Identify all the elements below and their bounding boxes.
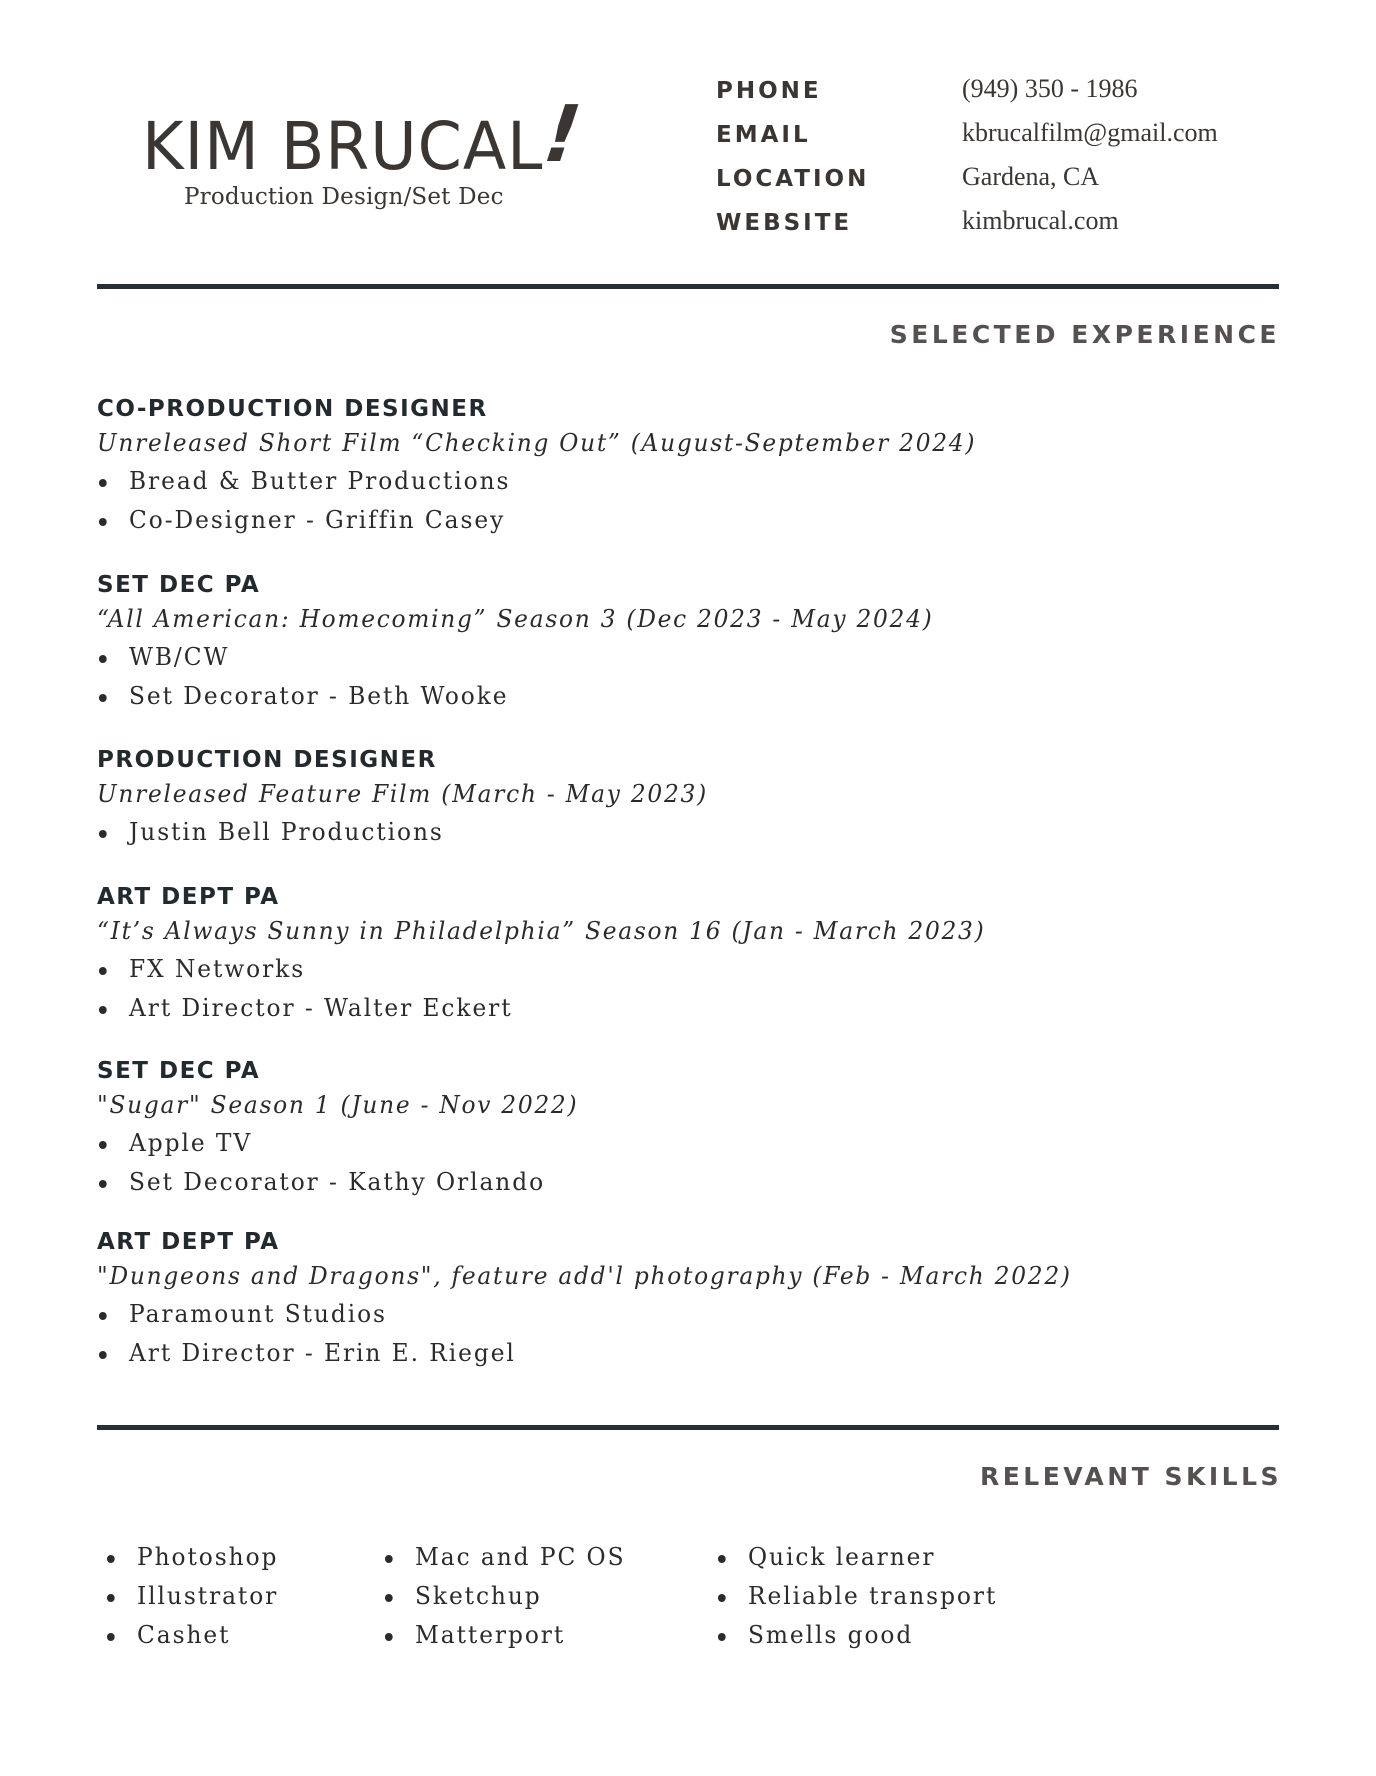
job-title: SET DEC PA: [97, 572, 261, 598]
job-title: CO-PRODUCTION DESIGNER: [97, 396, 488, 422]
list-item: Mac and PC OS: [383, 1538, 625, 1577]
list-item: FX Networks: [97, 950, 985, 989]
job-entry: [97, 882, 1013, 1028]
list-item: Sketchup: [383, 1577, 625, 1616]
skills-column: [105, 1538, 284, 1655]
job-subtitle: Unreleased Feature Film (March - May 2023): [97, 780, 708, 808]
job-subtitle: “It’s Always Sunny in Philadelphia” Season 16 (Jan - March 2023): [97, 917, 986, 945]
list-item: Illustrator: [105, 1577, 278, 1616]
job-subtitle: Unreleased Short Film “Checking Out” (August-September 2024): [97, 429, 977, 457]
job-bullets: [97, 813, 727, 852]
list-item: Reliable transport: [716, 1577, 997, 1616]
skills-list: [716, 1538, 1006, 1655]
job-bullets: [97, 462, 1003, 540]
list-item: Quick learner: [716, 1538, 997, 1577]
skills-list: [105, 1538, 284, 1655]
job-title: ART DEPT PA: [97, 884, 280, 910]
divider: [97, 284, 1279, 289]
job-title: SET DEC PA: [97, 1058, 261, 1084]
list-item: Cashet: [105, 1616, 278, 1655]
name-text: KIM BRUCAL: [142, 108, 544, 185]
contact-label: PHONE: [716, 78, 822, 104]
list-item: Set Decorator - Kathy Orlando: [97, 1163, 578, 1202]
job-bullets: [97, 950, 1013, 1028]
list-item: WB/CW: [97, 638, 934, 677]
job-bullets: [97, 638, 959, 716]
list-item: Paramount Studios: [97, 1295, 1072, 1334]
list-item: Justin Bell Productions: [97, 813, 708, 852]
job-subtitle: “All American: Homecoming” Season 3 (Dec 2023 - May 2024): [97, 605, 934, 633]
contact-label: LOCATION: [716, 166, 870, 192]
job-subtitle: "Dungeons and Dragons", feature add'l photography (Feb - March 2022): [97, 1262, 1072, 1290]
section-title-skills: RELEVANT SKILLS: [979, 1462, 1282, 1491]
job-title: PRODUCTION DESIGNER: [97, 747, 437, 773]
location-value: Gardena, CA: [962, 162, 1100, 191]
divider: [97, 1425, 1279, 1430]
list-item: Photoshop: [105, 1538, 278, 1577]
contact-label: WEBSITE: [716, 210, 853, 236]
list-item: Bread & Butter Productions: [97, 462, 976, 501]
list-item: Co-Designer - Griffin Casey: [97, 501, 976, 540]
skills-column: [716, 1538, 1006, 1655]
list-item: Art Director - Erin E. Riegel: [97, 1334, 1072, 1373]
job-entry: [97, 394, 1003, 540]
email-value: kbrucalfilm@gmail.com: [962, 118, 1218, 147]
section-title-experience: SELECTED EXPERIENCE: [889, 320, 1280, 349]
job-entry: [97, 745, 727, 852]
job-bullets: [97, 1124, 593, 1202]
job-entry: [97, 1227, 1102, 1373]
subtitle: Production Design/Set Dec: [184, 184, 504, 210]
job-subtitle: "Sugar" Season 1 (June - Nov 2022): [97, 1091, 579, 1119]
job-entry: [97, 1056, 593, 1202]
list-item: Matterport: [383, 1616, 625, 1655]
website-value: kimbrucal.com: [962, 206, 1119, 235]
skills-column: [383, 1538, 633, 1655]
job-bullets: [97, 1295, 1102, 1373]
skills-list: [383, 1538, 633, 1655]
job-entry: [97, 570, 959, 716]
name-heading: [142, 90, 587, 185]
phone-value: (949) 350 - 1986: [962, 74, 1138, 103]
list-item: Smells good: [716, 1616, 997, 1655]
name-exclamation: !: [539, 90, 587, 180]
list-item: Apple TV: [97, 1124, 578, 1163]
list-item: Art Director - Walter Eckert: [97, 989, 985, 1028]
contact-label: EMAIL: [716, 122, 811, 148]
job-title: ART DEPT PA: [97, 1229, 280, 1255]
list-item: Set Decorator - Beth Wooke: [97, 677, 934, 716]
